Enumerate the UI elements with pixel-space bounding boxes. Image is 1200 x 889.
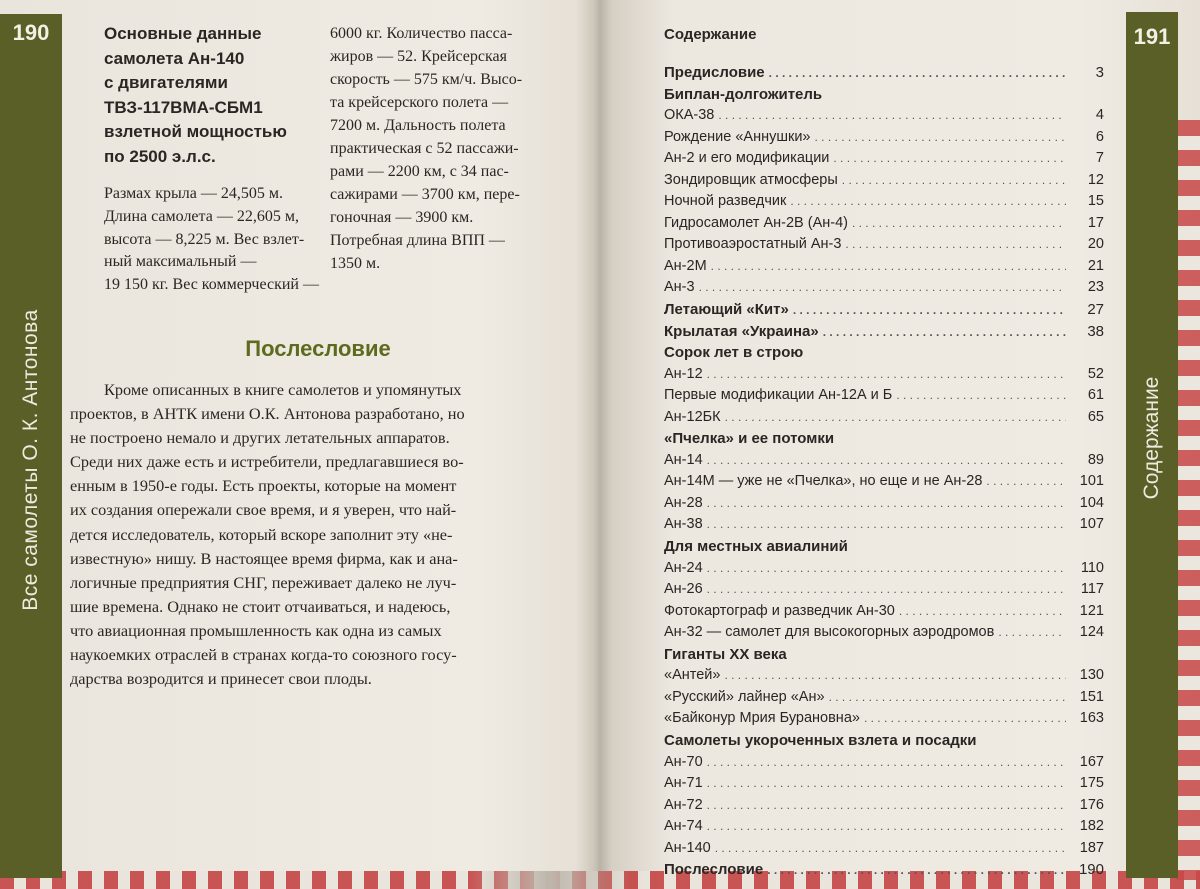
toc-entry-page: 175 [1079,775,1104,792]
toc-entry-label: Противоаэростатный Ан-3 [664,236,842,253]
toc-dot-leader [707,752,1066,774]
toc-dot-leader [707,450,1066,472]
toc-dot-leader [718,105,1066,127]
toc-entry-page: 89 [1087,451,1104,468]
toc-heading [664,730,1104,752]
toc-entry-page: 61 [1087,387,1104,404]
toc-entry-label: Ночной разведчик [664,193,787,210]
toc-entry-label: Ан-2 и его модификации [664,150,830,167]
toc-entry-label: Ан-140 [664,839,711,856]
toc-entry [664,838,1104,860]
toc-dot-leader [769,63,1066,84]
toc-entry [664,364,1104,386]
spec-heading-line: взлетной мощностью [104,122,287,141]
spec-body [104,183,319,297]
toc-dot-leader [724,665,1066,687]
toc-entry [664,407,1104,429]
toc-entry-label: Предисловие [664,64,765,81]
spec-body-line: Размах крыла — 24,505 м. [104,185,283,202]
toc-entry-page: 6 [1095,128,1104,145]
toc-dot-leader [707,816,1066,838]
toc-dot-leader [793,300,1066,321]
afterword-line: логичные предприятия СНГ, переживает далеко не луч- [70,572,457,592]
afterword-line: Среди них даже есть и истребители, предлагавшиеся во- [70,452,464,472]
spec-body-line: 19 150 кг. Вес коммерческий — [104,276,319,294]
toc-entry [664,127,1104,149]
toc-entry-page: 27 [1087,301,1104,319]
spec-body-line: сажирами — 3700 км, пере- [330,186,520,203]
spec-heading [104,22,324,169]
afterword-line: их создания опережали свое время, и я уверен, что най- [70,500,457,520]
spec-heading-line: ТВЗ-117ВМА-СБМ1 [104,97,263,117]
toc-dot-leader [833,148,1066,170]
toc-entry-label: Ан-32 — самолет для высокогорных аэродромов [664,624,995,641]
toc-entry-page: 21 [1087,257,1104,274]
toc-entry-label: Ан-70 [664,753,703,770]
toc-entry-page: 167 [1079,753,1104,770]
toc-heading [664,428,1104,450]
toc-dot-leader [707,493,1066,515]
toc-entry-label: «Антей» [664,667,721,684]
toc-entry [664,256,1104,278]
toc-entry [664,816,1104,838]
toc-dot-leader [707,558,1066,580]
toc-dot-leader [842,170,1066,192]
afterword-line: проектов, в АНТК имени О.К. Антонова разработано, но [70,404,465,424]
toc-entry [664,558,1104,580]
afterword-line: шие времена. Однако не стоит отчаиваться, и надеюсь, [70,596,451,616]
left-running-title: Все самолеты О. К. Антонова [19,309,42,611]
toc-entry-label: Гиганты XX века [664,645,787,663]
afterword-text [70,378,558,691]
toc-entry [664,752,1104,774]
spec-body-line: скорость — 575 км/ч. Высо- [330,71,523,88]
toc-dot-leader [790,191,1066,213]
spec-body-line: Длина самолета — 22,605 м, [104,207,299,225]
toc-entry-label: Ан-71 [664,775,703,792]
toc-dot-leader [815,127,1066,149]
toc-dot-leader [715,838,1066,860]
toc-entry-page: 3 [1095,64,1104,81]
toc-entry [664,795,1104,817]
toc-dot-leader [707,773,1066,795]
toc-dot-leader [707,514,1066,536]
afterword-title: Послесловие [245,336,391,361]
spec-body-line: 6000 кг. Количество пасса- [330,25,513,42]
toc-entry-page: 110 [1080,559,1104,576]
toc-entry-page: 104 [1079,494,1104,511]
afterword-line: Кроме описанных в книге самолетов и упомянутых [104,380,462,399]
spec-body-line: рами — 2200 км, с 34 пас- [330,163,509,180]
toc-entry [664,191,1104,213]
toc-dot-leader [896,385,1066,407]
spec-body-line: гоночная — 3900 км. [330,209,474,226]
toc-entry-page: 124 [1079,624,1104,641]
spec-heading-line: самолета Ан-140 [104,48,245,68]
toc-dot-leader [829,687,1066,709]
spec-body-line: 7200 м. Дальность полета [330,117,506,134]
toc-entry-label: Гидросамолет Ан-2В (Ан-4) [664,214,848,231]
toc-entry-label: Биплан-долгожитель [664,85,823,103]
toc-entry-label: Ан-26 [664,581,703,598]
toc-entry-page: 182 [1079,818,1104,835]
toc-entry-page: 190 [1078,861,1104,879]
toc-entry-label: Для местных авиалиний [664,538,848,556]
toc-entry-label: Ан-14 [664,451,703,468]
spec-body-line: 1350 м. [330,255,381,272]
toc-entry-page: 187 [1079,839,1104,856]
toc-entry-label: Ан-24 [664,559,703,576]
toc-dot-leader [725,407,1066,429]
toc-dot-leader [707,364,1066,386]
toc-entry-page: 4 [1095,107,1104,124]
toc-entry-label: Первые модификации Ан-12А и Б [664,387,893,404]
toc-entry-label: Сорок лет в строю [664,344,804,362]
toc-entry [664,450,1104,472]
toc-entry [664,859,1104,881]
toc-entry [664,234,1104,256]
toc-entry-label: Ан-2М [664,257,707,274]
toc-entry [664,299,1104,321]
toc-dot-leader [823,322,1066,343]
toc-entry-label: Ан-28 [664,494,703,511]
toc-dot-leader [986,471,1066,493]
spec-heading-line: Основные данные [104,24,262,43]
toc-heading [664,644,1104,666]
toc-heading [664,536,1104,558]
toc-entry-label: ОКА-38 [664,107,715,124]
left-page-number: 190 [12,20,50,45]
afterword-line: дарства возродится и принесет свои плоды. [70,669,372,689]
toc-entry-label: Ан-12БК [664,408,721,425]
toc-entry-label: Ан-3 [664,279,695,296]
toc-entry-page: 176 [1079,796,1104,813]
toc-entry-label: Самолеты укороченных взлета и посадки [664,731,977,749]
toc-entry [664,62,1104,84]
toc-dot-leader [707,795,1066,817]
toc-entry-page: 23 [1087,279,1104,296]
toc-entry-label: Послесловие [664,861,764,879]
afterword-line: известную» нишу. В настоящее время фирма, как и ана- [70,548,458,568]
toc-entry-label: Рождение «Аннушки» [664,128,811,145]
toc-entry-page: 12 [1087,171,1104,188]
toc-entry-label: Ан-72 [664,796,703,813]
right-page-number: 191 [1133,24,1171,49]
toc-entry-page: 17 [1087,214,1104,231]
toc-entry-page: 20 [1087,236,1104,253]
toc-entry-label: «Пчелка» и ее потомки [664,430,835,448]
toc-dot-leader [864,708,1066,730]
toc-entry [664,665,1104,687]
toc-entry-label: Ан-74 [664,818,703,835]
toc-entry-page: 163 [1079,710,1104,727]
afterword-line: наукоемких отраслей в странах когда-то союзного госу- [70,645,457,665]
afterword-line: дется исследователь, который вскоре заполнит эту «не- [70,524,453,544]
toc-heading [664,342,1104,364]
toc-entry [664,170,1104,192]
toc-entry [664,622,1104,644]
spec-heading-line: по 2500 э.л.с. [104,146,216,166]
spec-body-line: высота — 8,225 м. Вес взлет- [104,230,305,248]
toc-entry-page: 101 [1079,473,1104,490]
toc-entry-label: Зондировщик атмосферы [664,171,838,188]
spec-body-line: та крейсерского полета — [330,94,509,111]
spec-body-column-2 [330,22,560,275]
toc-entry [664,385,1104,407]
toc-entry [664,601,1104,623]
toc-entry-page: 7 [1095,150,1104,167]
toc-entry [664,493,1104,515]
toc-dot-leader [899,601,1066,623]
toc-entry-page: 117 [1080,581,1104,598]
toc-entry [664,213,1104,235]
spec-body-line: ный максимальный — [104,253,257,271]
toc-entry [664,579,1104,601]
toc-dot-leader [767,860,1066,881]
toc-entry-page: 121 [1079,602,1104,619]
toc-entry [664,708,1104,730]
spec-body-line: Потребная длина ВПП — [330,232,505,249]
afterword-line: енным в 1950-е годы. Есть проекты, которые на момент [70,476,457,496]
spec-heading-line: с двигателями [104,73,228,92]
toc-entry-page: 65 [1087,408,1104,425]
toc-entry [664,321,1104,343]
toc-heading [664,84,1104,106]
toc-title: Содержание [664,26,757,43]
toc-entry-label: «Байконур Мрия Бурановна» [664,710,860,727]
right-running-title: Содержание [1140,376,1163,500]
toc-entry [664,277,1104,299]
toc-entry-page: 38 [1087,322,1104,340]
afterword-line: не построено немало и других летательных аппаратов. [70,428,450,448]
toc-entry [664,148,1104,170]
afterword-line: что авиационная промышленность как одна из самых [70,620,442,640]
toc-entry-page: 107 [1079,516,1104,533]
toc-entry-label: Ан-12 [664,365,703,382]
spec-body-line: практическая с 52 пассажи- [330,140,519,157]
toc-entry-label: «Русский» лайнер «Ан» [664,688,825,705]
book-right-edge [1176,120,1200,880]
toc-entry [664,687,1104,709]
toc-entry-label: Ан-38 [664,516,703,533]
toc-dot-leader [699,277,1066,299]
toc-entry-page: 151 [1079,688,1104,705]
toc-entry [664,773,1104,795]
spec-body-line: жиров — 52. Крейсерская [330,48,507,65]
toc-entry-label: Фотокартограф и разведчик Ан-30 [664,602,895,619]
toc-entry-page: 52 [1087,365,1104,382]
toc-dot-leader [711,256,1066,278]
toc-entry-label: Крылатая «Украина» [664,322,819,340]
toc-dot-leader [707,579,1066,601]
toc-dot-leader [845,234,1066,256]
toc-entry [664,105,1104,127]
table-of-contents [664,62,1104,881]
toc-entry-page: 130 [1079,667,1104,684]
toc-dot-leader [998,622,1066,644]
toc-entry [664,471,1104,493]
toc-dot-leader [852,213,1066,235]
toc-entry-label: Ан-14М — уже не «Пчелка», но еще и не Ан-28 [664,473,983,490]
toc-entry-label: Летающий «Кит» [664,301,789,319]
toc-entry-page: 15 [1087,193,1104,210]
toc-entry [664,514,1104,536]
